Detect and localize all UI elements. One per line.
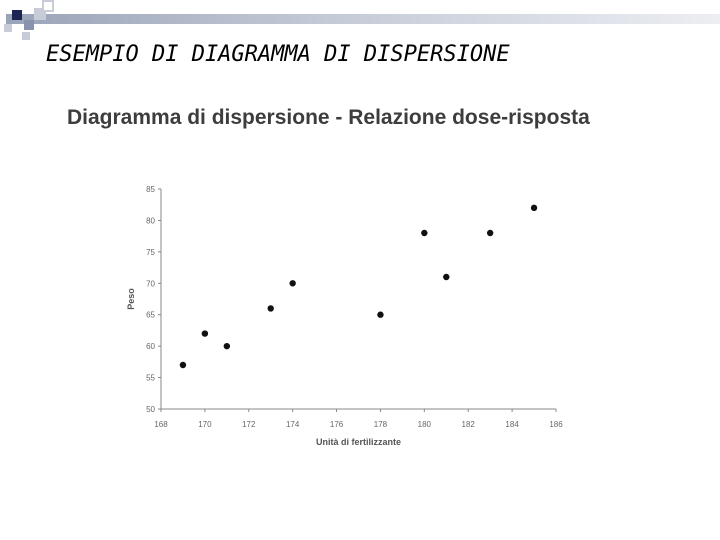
y-tick-label: 70 bbox=[146, 279, 155, 289]
data-point bbox=[202, 330, 208, 336]
x-tick-label: 186 bbox=[549, 420, 563, 429]
chart-axes bbox=[161, 189, 556, 409]
data-point bbox=[377, 312, 383, 318]
y-tick-label: 80 bbox=[146, 216, 155, 226]
x-tick-label: 172 bbox=[242, 420, 256, 429]
data-points bbox=[180, 205, 538, 369]
slide-title: ESEMPIO DI DIAGRAMMA DI DISPERSIONE bbox=[46, 42, 510, 67]
y-tick-label: 60 bbox=[146, 342, 155, 352]
data-point bbox=[487, 230, 493, 236]
data-point bbox=[268, 305, 274, 311]
chart-title: Diagramma di dispersione - Relazione dose-risposta bbox=[67, 106, 590, 129]
y-axis-label: Peso bbox=[126, 288, 136, 310]
x-tick-label: 178 bbox=[373, 420, 388, 429]
x-axis-ticks bbox=[154, 409, 563, 429]
y-tick-label: 75 bbox=[146, 247, 155, 257]
x-tick-label: 182 bbox=[461, 420, 475, 429]
x-tick-label: 184 bbox=[505, 420, 519, 429]
x-axis-label: Unità di fertilizzante bbox=[315, 437, 402, 447]
data-point bbox=[289, 280, 295, 286]
y-tick-label: 65 bbox=[146, 310, 155, 320]
x-tick-label: 180 bbox=[417, 420, 432, 429]
y-tick-label: 85 bbox=[146, 185, 155, 194]
y-tick-label: 50 bbox=[146, 405, 155, 414]
data-point bbox=[531, 205, 537, 211]
y-axis-ticks bbox=[146, 185, 161, 414]
y-tick-label: 55 bbox=[146, 373, 155, 383]
x-tick-label: 168 bbox=[154, 420, 168, 429]
data-point bbox=[443, 274, 449, 280]
x-tick-label: 170 bbox=[198, 420, 212, 429]
x-tick-label: 174 bbox=[285, 420, 300, 429]
data-point bbox=[224, 343, 230, 349]
x-tick-label: 176 bbox=[329, 420, 344, 429]
data-point bbox=[180, 362, 186, 368]
data-point bbox=[421, 230, 427, 236]
